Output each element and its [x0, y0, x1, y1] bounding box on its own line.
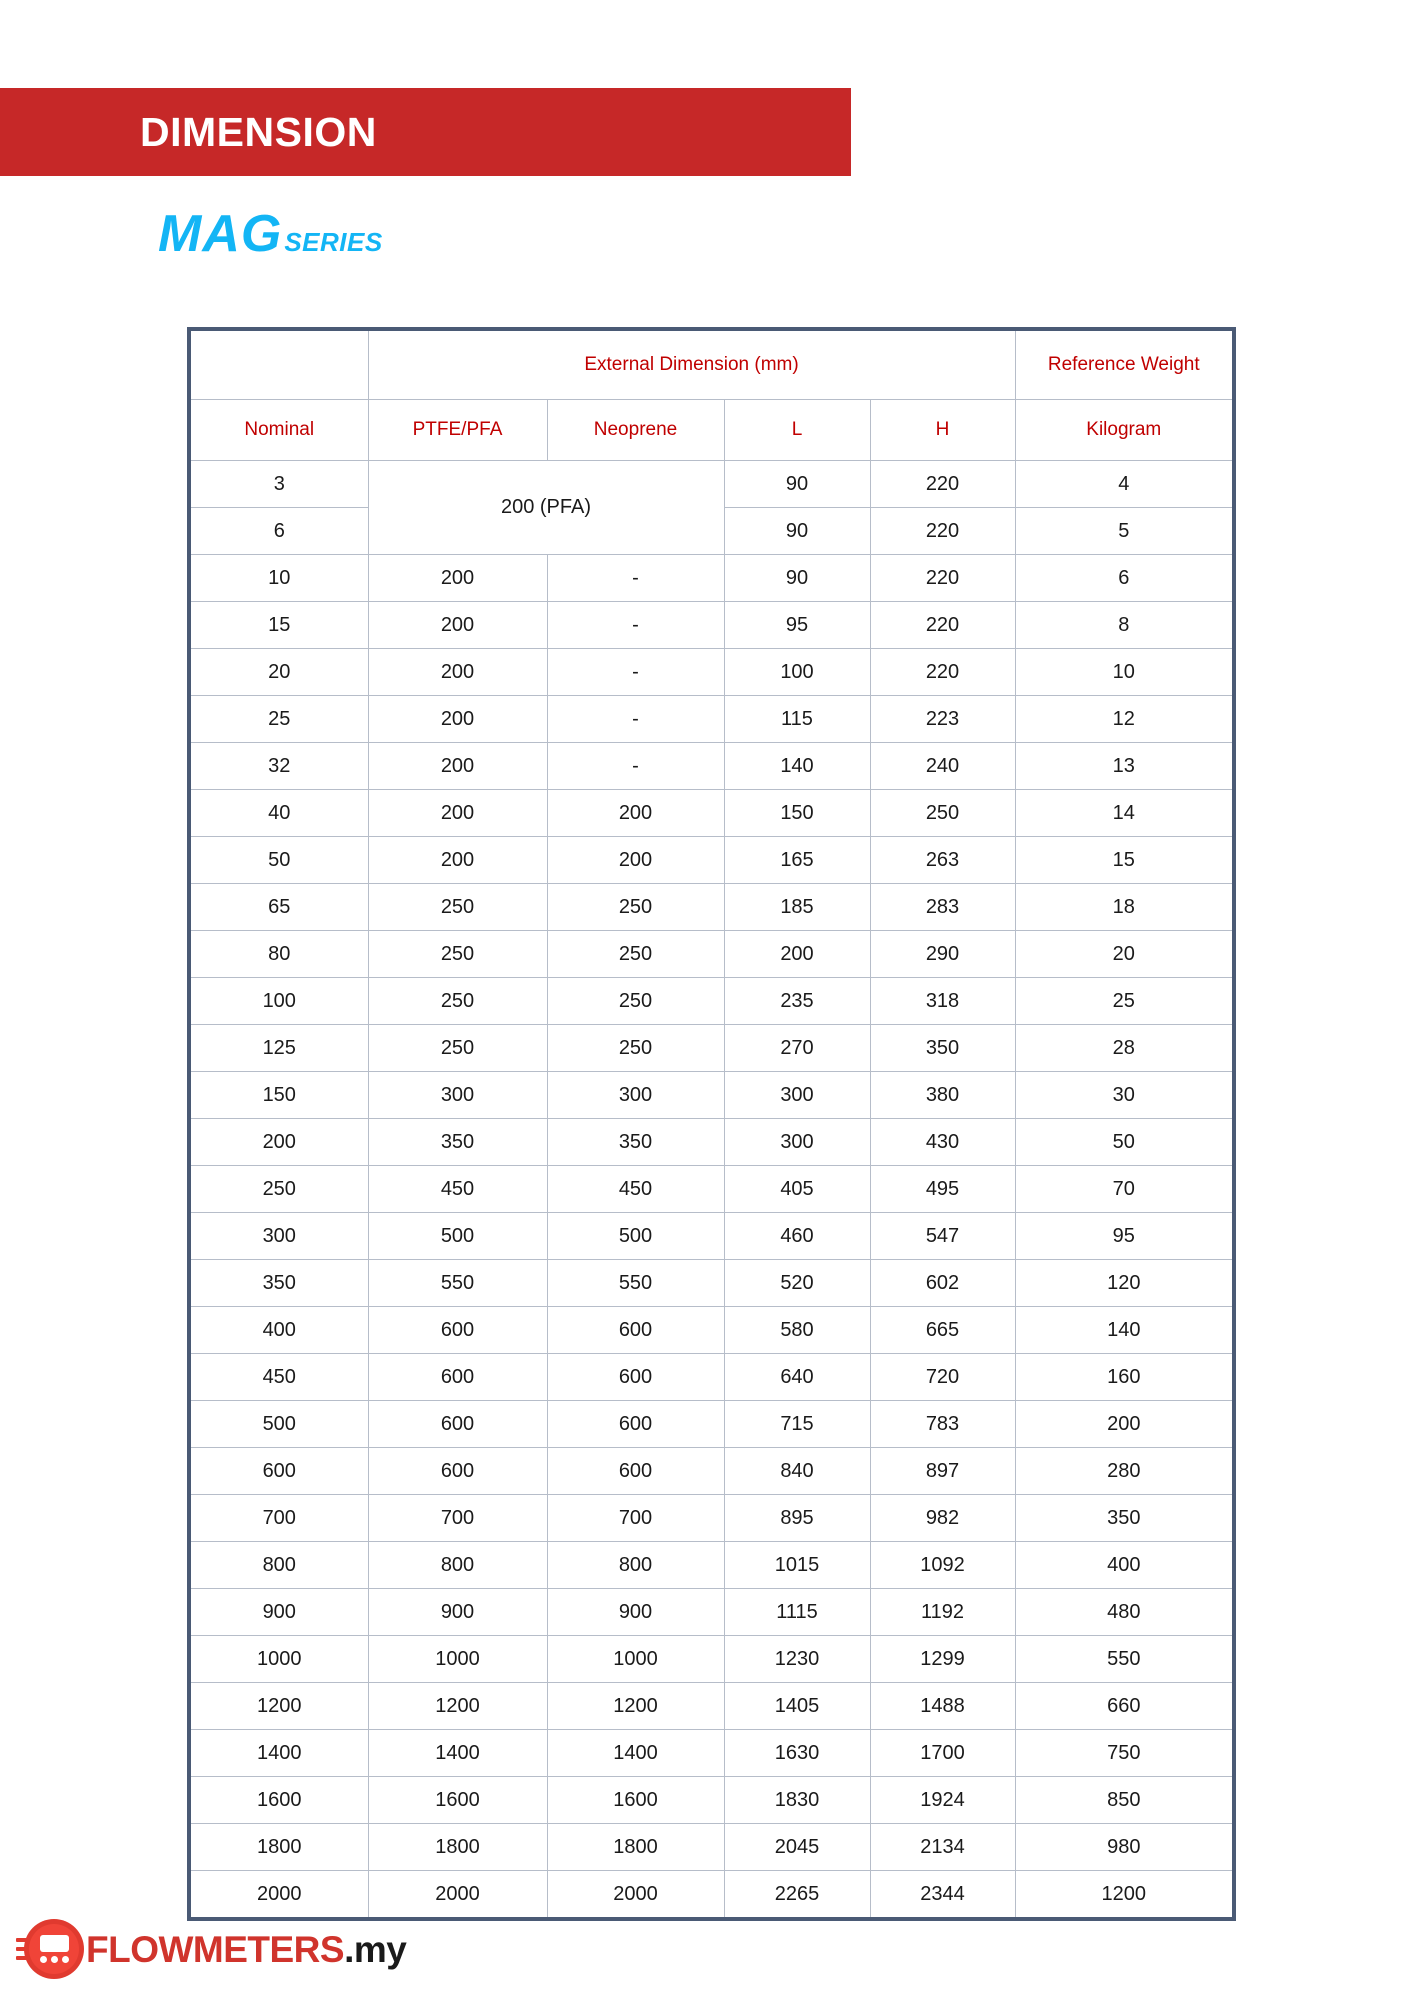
cell-neoprene: 600 — [547, 1354, 724, 1401]
table-row — [189, 978, 1234, 1025]
cell-ptfe-pfa: 600 — [368, 1354, 547, 1401]
cell-neoprene: 1800 — [547, 1824, 724, 1871]
cell-l: 300 — [724, 1072, 870, 1119]
cell-ptfe-pfa: 250 — [368, 978, 547, 1025]
cell-h: 2344 — [870, 1871, 1015, 1920]
cell-neoprene: 550 — [547, 1260, 724, 1307]
cell-h: 283 — [870, 884, 1015, 931]
cell-l: 1630 — [724, 1730, 870, 1777]
table-row — [189, 1495, 1234, 1542]
cell-ptfe-pfa: 200 — [368, 555, 547, 602]
cell-nominal: 400 — [189, 1307, 368, 1354]
cell-neoprene: - — [547, 743, 724, 790]
logo-display-screen — [40, 1935, 69, 1952]
cell-neoprene: - — [547, 649, 724, 696]
table-head — [189, 329, 1234, 461]
cell-h: 220 — [870, 649, 1015, 696]
cell-kilogram: 750 — [1015, 1730, 1234, 1777]
cell-neoprene: - — [547, 602, 724, 649]
cell-ptfe-pfa: 800 — [368, 1542, 547, 1589]
cell-h: 430 — [870, 1119, 1015, 1166]
cell-kilogram: 8 — [1015, 602, 1234, 649]
cell-neoprene: 300 — [547, 1072, 724, 1119]
cell-merged-pfa: 200 (PFA) — [368, 461, 724, 555]
cell-h: 602 — [870, 1260, 1015, 1307]
cell-h: 250 — [870, 790, 1015, 837]
cell-l: 100 — [724, 649, 870, 696]
cell-l: 300 — [724, 1119, 870, 1166]
cell-kilogram: 50 — [1015, 1119, 1234, 1166]
cell-neoprene: 900 — [547, 1589, 724, 1636]
logo-indicator-dots — [40, 1956, 69, 1963]
brand-tld: .my — [344, 1928, 407, 1970]
dimension-table — [187, 327, 1236, 1921]
table-row — [189, 1542, 1234, 1589]
table-row — [189, 884, 1234, 931]
header-external-dimension: External Dimension (mm) — [368, 329, 1015, 400]
table-row — [189, 1448, 1234, 1495]
cell-nominal: 200 — [189, 1119, 368, 1166]
cell-h: 220 — [870, 461, 1015, 508]
cell-kilogram: 1200 — [1015, 1871, 1234, 1920]
table-column-header-row — [189, 400, 1234, 461]
cell-nominal: 25 — [189, 696, 368, 743]
cell-l: 1015 — [724, 1542, 870, 1589]
cell-neoprene: 800 — [547, 1542, 724, 1589]
cell-l: 165 — [724, 837, 870, 884]
cell-nominal: 150 — [189, 1072, 368, 1119]
cell-kilogram: 70 — [1015, 1166, 1234, 1213]
cell-ptfe-pfa: 200 — [368, 696, 547, 743]
table-group-header-row — [189, 329, 1234, 400]
cell-nominal: 2000 — [189, 1871, 368, 1920]
series-suffix: SERIES — [284, 227, 383, 257]
cell-neoprene: 250 — [547, 978, 724, 1025]
table-row — [189, 1025, 1234, 1072]
table-row — [189, 602, 1234, 649]
cell-neoprene: 600 — [547, 1448, 724, 1495]
cell-kilogram: 5 — [1015, 508, 1234, 555]
cell-nominal: 40 — [189, 790, 368, 837]
cell-nominal: 15 — [189, 602, 368, 649]
column-header-kilogram: Kilogram — [1015, 400, 1234, 461]
header-blank — [189, 329, 368, 400]
logo-outer-ring — [24, 1919, 84, 1979]
table-row — [189, 1072, 1234, 1119]
logo-inner-circle — [29, 1924, 79, 1974]
cell-kilogram: 4 — [1015, 461, 1234, 508]
cell-neoprene: - — [547, 555, 724, 602]
table-body — [189, 461, 1234, 1920]
cell-h: 720 — [870, 1354, 1015, 1401]
table-row — [189, 931, 1234, 978]
cell-neoprene: 700 — [547, 1495, 724, 1542]
cell-nominal: 350 — [189, 1260, 368, 1307]
cell-kilogram: 25 — [1015, 978, 1234, 1025]
cell-l: 580 — [724, 1307, 870, 1354]
cell-neoprene: 350 — [547, 1119, 724, 1166]
cell-l: 185 — [724, 884, 870, 931]
cell-h: 547 — [870, 1213, 1015, 1260]
cell-ptfe-pfa: 200 — [368, 790, 547, 837]
cell-kilogram: 20 — [1015, 931, 1234, 978]
cell-kilogram: 28 — [1015, 1025, 1234, 1072]
cell-kilogram: 480 — [1015, 1589, 1234, 1636]
cell-nominal: 600 — [189, 1448, 368, 1495]
table-row — [189, 1213, 1234, 1260]
header-reference-weight: Reference Weight — [1015, 329, 1234, 400]
cell-ptfe-pfa: 1600 — [368, 1777, 547, 1824]
cell-nominal: 700 — [189, 1495, 368, 1542]
cell-l: 270 — [724, 1025, 870, 1072]
cell-ptfe-pfa: 1400 — [368, 1730, 547, 1777]
cell-kilogram: 550 — [1015, 1636, 1234, 1683]
table-row — [189, 743, 1234, 790]
cell-ptfe-pfa: 600 — [368, 1448, 547, 1495]
table-row — [189, 649, 1234, 696]
cell-ptfe-pfa: 200 — [368, 649, 547, 696]
cell-l: 715 — [724, 1401, 870, 1448]
cell-neoprene: 600 — [547, 1307, 724, 1354]
column-header-h: H — [870, 400, 1015, 461]
cell-h: 263 — [870, 837, 1015, 884]
table-row — [189, 1166, 1234, 1213]
cell-kilogram: 280 — [1015, 1448, 1234, 1495]
cell-nominal: 450 — [189, 1354, 368, 1401]
cell-h: 1299 — [870, 1636, 1015, 1683]
cell-l: 460 — [724, 1213, 870, 1260]
cell-h: 220 — [870, 602, 1015, 649]
cell-l: 90 — [724, 508, 870, 555]
cell-l: 1830 — [724, 1777, 870, 1824]
cell-nominal: 1800 — [189, 1824, 368, 1871]
table-row — [189, 1871, 1234, 1920]
cell-nominal: 1600 — [189, 1777, 368, 1824]
cell-h: 240 — [870, 743, 1015, 790]
table-row — [189, 1119, 1234, 1166]
cell-kilogram: 120 — [1015, 1260, 1234, 1307]
cell-ptfe-pfa: 1800 — [368, 1824, 547, 1871]
cell-h: 1192 — [870, 1589, 1015, 1636]
cell-ptfe-pfa: 250 — [368, 1025, 547, 1072]
cell-ptfe-pfa: 200 — [368, 602, 547, 649]
cell-ptfe-pfa: 200 — [368, 743, 547, 790]
cell-neoprene: 1200 — [547, 1683, 724, 1730]
cell-h: 223 — [870, 696, 1015, 743]
cell-ptfe-pfa: 200 — [368, 837, 547, 884]
cell-l: 90 — [724, 461, 870, 508]
footer-brand-logo — [16, 1918, 406, 1980]
table-row — [189, 1401, 1234, 1448]
table-row — [189, 1354, 1234, 1401]
cell-ptfe-pfa: 450 — [368, 1166, 547, 1213]
cell-neoprene: 450 — [547, 1166, 724, 1213]
cell-nominal: 1200 — [189, 1683, 368, 1730]
cell-nominal: 32 — [189, 743, 368, 790]
cell-nominal: 1000 — [189, 1636, 368, 1683]
cell-h: 2134 — [870, 1824, 1015, 1871]
cell-kilogram: 140 — [1015, 1307, 1234, 1354]
cell-h: 1092 — [870, 1542, 1015, 1589]
cell-kilogram: 14 — [1015, 790, 1234, 837]
cell-l: 235 — [724, 978, 870, 1025]
cell-neoprene: - — [547, 696, 724, 743]
cell-kilogram: 30 — [1015, 1072, 1234, 1119]
cell-ptfe-pfa: 600 — [368, 1401, 547, 1448]
cell-nominal: 900 — [189, 1589, 368, 1636]
table-row — [189, 1260, 1234, 1307]
cell-ptfe-pfa: 1000 — [368, 1636, 547, 1683]
cell-ptfe-pfa: 500 — [368, 1213, 547, 1260]
cell-neoprene: 600 — [547, 1401, 724, 1448]
cell-kilogram: 350 — [1015, 1495, 1234, 1542]
cell-nominal: 20 — [189, 649, 368, 696]
cell-nominal: 10 — [189, 555, 368, 602]
table-row — [189, 1824, 1234, 1871]
cell-kilogram: 13 — [1015, 743, 1234, 790]
cell-l: 115 — [724, 696, 870, 743]
cell-l: 1115 — [724, 1589, 870, 1636]
cell-l: 405 — [724, 1166, 870, 1213]
cell-ptfe-pfa: 300 — [368, 1072, 547, 1119]
cell-h: 350 — [870, 1025, 1015, 1072]
column-header-nominal: Nominal — [189, 400, 368, 461]
dimension-table-container — [187, 327, 1232, 1921]
column-header-l: L — [724, 400, 870, 461]
cell-nominal: 80 — [189, 931, 368, 978]
cell-neoprene: 250 — [547, 1025, 724, 1072]
cell-l: 1230 — [724, 1636, 870, 1683]
table-row — [189, 1730, 1234, 1777]
cell-l: 640 — [724, 1354, 870, 1401]
table-row — [189, 837, 1234, 884]
cell-h: 1700 — [870, 1730, 1015, 1777]
cell-kilogram: 15 — [1015, 837, 1234, 884]
cell-l: 1405 — [724, 1683, 870, 1730]
series-name: MAG — [158, 205, 283, 263]
cell-kilogram: 6 — [1015, 555, 1234, 602]
cell-nominal: 6 — [189, 508, 368, 555]
table-row — [189, 1589, 1234, 1636]
cell-ptfe-pfa: 350 — [368, 1119, 547, 1166]
cell-h: 220 — [870, 555, 1015, 602]
cell-h: 220 — [870, 508, 1015, 555]
flowmeter-circle-icon — [16, 1918, 78, 1980]
cell-ptfe-pfa: 900 — [368, 1589, 547, 1636]
cell-l: 95 — [724, 602, 870, 649]
table-row — [189, 696, 1234, 743]
cell-h: 1488 — [870, 1683, 1015, 1730]
cell-l: 895 — [724, 1495, 870, 1542]
cell-l: 150 — [724, 790, 870, 837]
cell-nominal: 800 — [189, 1542, 368, 1589]
cell-kilogram: 12 — [1015, 696, 1234, 743]
cell-kilogram: 200 — [1015, 1401, 1234, 1448]
brand-name: FLOWMETERS — [86, 1928, 345, 1970]
cell-l: 520 — [724, 1260, 870, 1307]
table-row — [189, 790, 1234, 837]
page-title: DIMENSION — [140, 108, 377, 155]
table-row — [189, 1683, 1234, 1730]
table-row — [189, 1636, 1234, 1683]
cell-ptfe-pfa: 250 — [368, 931, 547, 978]
cell-neoprene: 1600 — [547, 1777, 724, 1824]
cell-kilogram: 850 — [1015, 1777, 1234, 1824]
cell-l: 2045 — [724, 1824, 870, 1871]
cell-ptfe-pfa: 2000 — [368, 1871, 547, 1920]
table-row — [189, 461, 1234, 508]
page-header-bar — [0, 88, 851, 176]
cell-h: 982 — [870, 1495, 1015, 1542]
column-header-ptfe-pfa: PTFE/PFA — [368, 400, 547, 461]
cell-h: 380 — [870, 1072, 1015, 1119]
cell-ptfe-pfa: 550 — [368, 1260, 547, 1307]
cell-neoprene: 250 — [547, 931, 724, 978]
cell-nominal: 125 — [189, 1025, 368, 1072]
cell-neoprene: 200 — [547, 837, 724, 884]
cell-kilogram: 10 — [1015, 649, 1234, 696]
cell-ptfe-pfa: 700 — [368, 1495, 547, 1542]
cell-l: 2265 — [724, 1871, 870, 1920]
cell-h: 1924 — [870, 1777, 1015, 1824]
cell-neoprene: 2000 — [547, 1871, 724, 1920]
brand-wordmark — [86, 1928, 407, 1970]
cell-neoprene: 1400 — [547, 1730, 724, 1777]
cell-ptfe-pfa: 1200 — [368, 1683, 547, 1730]
cell-l: 840 — [724, 1448, 870, 1495]
cell-kilogram: 18 — [1015, 884, 1234, 931]
cell-neoprene: 1000 — [547, 1636, 724, 1683]
cell-kilogram: 980 — [1015, 1824, 1234, 1871]
table-row — [189, 1307, 1234, 1354]
cell-nominal: 100 — [189, 978, 368, 1025]
cell-kilogram: 660 — [1015, 1683, 1234, 1730]
cell-kilogram: 95 — [1015, 1213, 1234, 1260]
cell-nominal: 65 — [189, 884, 368, 931]
cell-h: 665 — [870, 1307, 1015, 1354]
cell-ptfe-pfa: 600 — [368, 1307, 547, 1354]
cell-ptfe-pfa: 250 — [368, 884, 547, 931]
cell-nominal: 50 — [189, 837, 368, 884]
cell-nominal: 500 — [189, 1401, 368, 1448]
cell-h: 290 — [870, 931, 1015, 978]
cell-h: 897 — [870, 1448, 1015, 1495]
cell-nominal: 3 — [189, 461, 368, 508]
cell-l: 90 — [724, 555, 870, 602]
cell-kilogram: 400 — [1015, 1542, 1234, 1589]
cell-kilogram: 160 — [1015, 1354, 1234, 1401]
cell-nominal: 300 — [189, 1213, 368, 1260]
cell-nominal: 250 — [189, 1166, 368, 1213]
cell-nominal: 1400 — [189, 1730, 368, 1777]
cell-neoprene: 500 — [547, 1213, 724, 1260]
cell-neoprene: 250 — [547, 884, 724, 931]
cell-h: 783 — [870, 1401, 1015, 1448]
table-row — [189, 555, 1234, 602]
cell-neoprene: 200 — [547, 790, 724, 837]
series-title — [158, 205, 383, 263]
cell-h: 495 — [870, 1166, 1015, 1213]
cell-l: 140 — [724, 743, 870, 790]
column-header-neoprene: Neoprene — [547, 400, 724, 461]
cell-h: 318 — [870, 978, 1015, 1025]
cell-l: 200 — [724, 931, 870, 978]
table-row — [189, 1777, 1234, 1824]
